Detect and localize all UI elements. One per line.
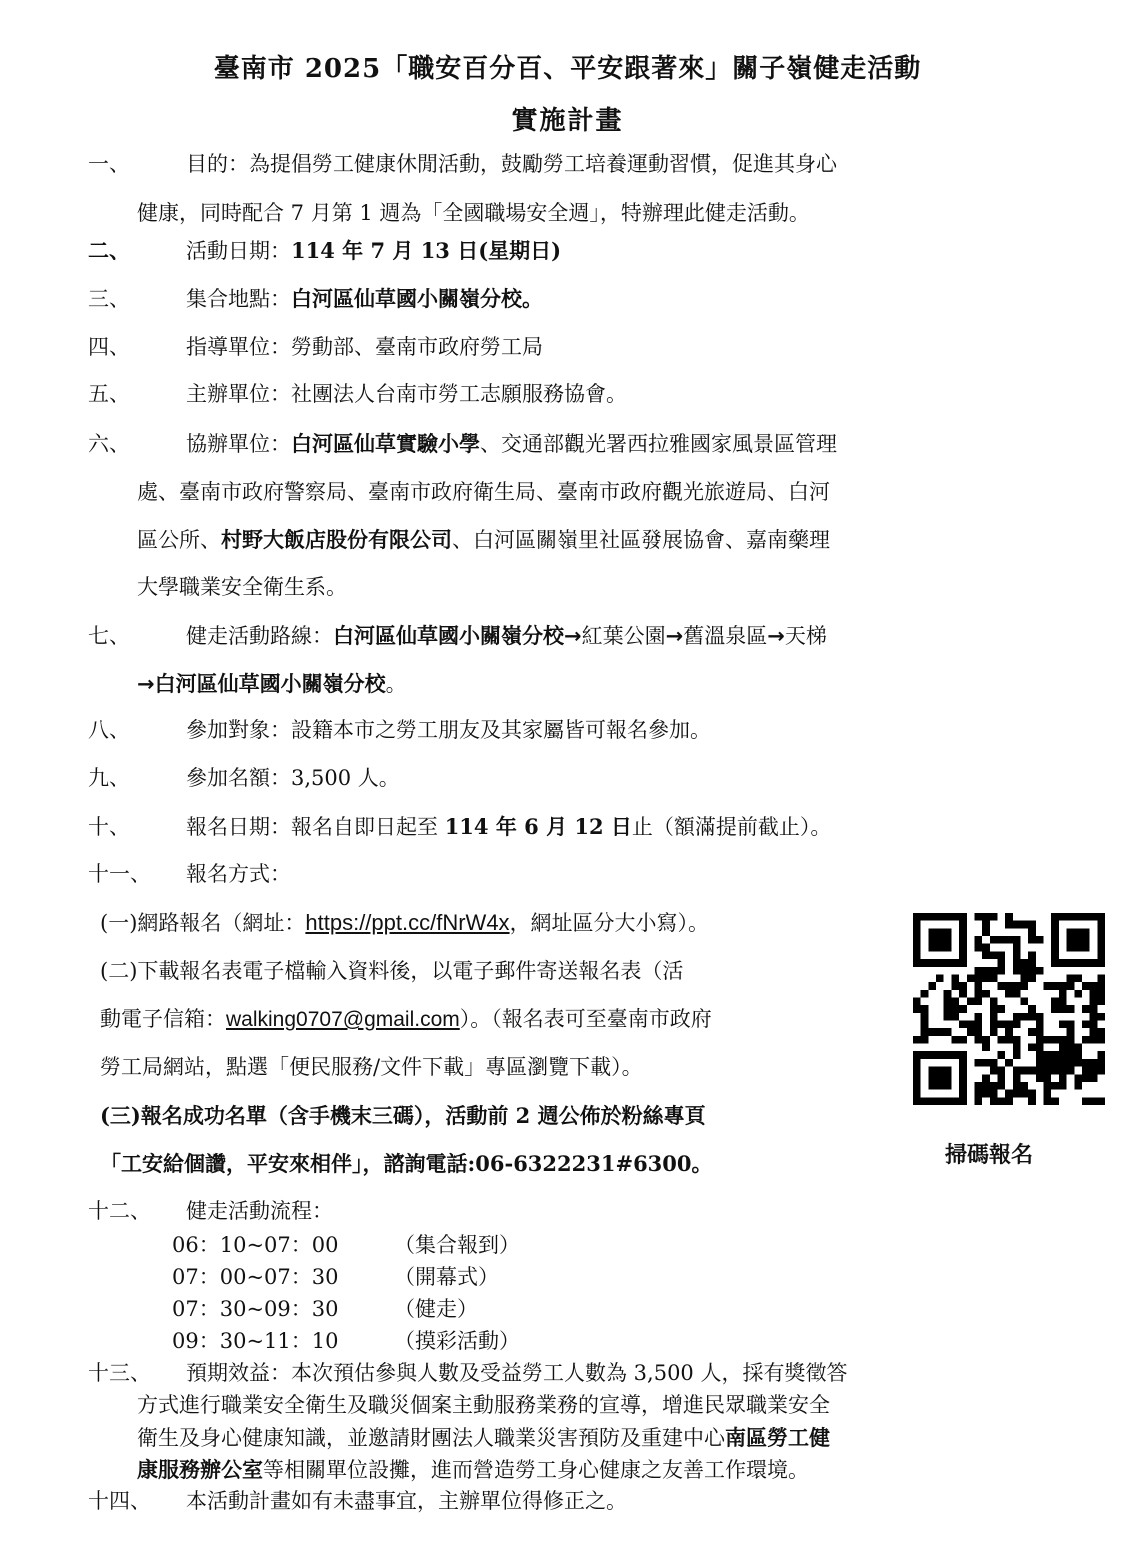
- section-number: 五、: [88, 382, 130, 406]
- location-label: 集合地點：: [186, 287, 291, 311]
- benefits-line2: 方式進行職業安全衛生及職災個案主動服務業務的宣導，增進民眾職業安全: [137, 1393, 830, 1417]
- document-title: 臺南市 2025「職安百分百、平安跟著來」關子嶺健走活動: [213, 54, 922, 84]
- email-registration-pre: 動電子信箱：: [100, 1007, 226, 1031]
- email-registration-line2: [100, 1007, 900, 1032]
- route-stop1: 紅葉公園: [581, 624, 666, 648]
- success-list-line1: (三)報名成功名單（含手機末三碼），活動前 2 週公佈於粉絲專頁: [100, 1103, 706, 1128]
- route-end-punct: 。: [385, 672, 407, 696]
- online-registration-pre: (一)網路報名（網址：: [100, 911, 306, 935]
- email-link[interactable]: walking0707@gmail.com: [226, 1008, 460, 1031]
- section-route: [88, 623, 1058, 649]
- section-purpose: [88, 152, 1058, 177]
- online-registration: [100, 910, 900, 936]
- registration-date-pre: 報名日期：報名自即日起至: [186, 815, 445, 839]
- section-number: 九、: [88, 766, 130, 790]
- section-number: 一、: [88, 152, 130, 176]
- email-registration-post: ）。（報名表可至臺南市政府: [459, 1007, 712, 1031]
- route-stop2: 舊溫泉區: [683, 624, 768, 648]
- co-organizer-line3: [137, 527, 1057, 553]
- schedule-label: 健走活動流程：: [186, 1199, 333, 1223]
- participants-text: 參加對象：設籍本市之勞工朋友及其家屬皆可報名參加。: [186, 718, 711, 742]
- schedule-row: [172, 1297, 478, 1321]
- route-line2: [137, 671, 1057, 697]
- schedule-row: [172, 1233, 520, 1257]
- guidance-text: 指導單位：勞動部、臺南市政府勞工局: [186, 335, 543, 359]
- section-number: 十三、: [88, 1361, 151, 1385]
- qr-code-label: 掃碼報名: [945, 1143, 1034, 1168]
- section-number: 十一、: [88, 862, 151, 886]
- online-registration-post: ，網址區分大小寫）。: [509, 911, 710, 935]
- section-number: 七、: [88, 624, 130, 648]
- section-guidance: [88, 335, 1058, 360]
- date-label: 活動日期：: [186, 239, 291, 263]
- schedule-time: 07：00~07：30: [172, 1265, 339, 1289]
- purpose-line2: 健康，同時配合 7 月第 1 週為「全國職場安全週」，特辦理此健走活動。: [137, 201, 810, 225]
- email-registration-line1: (二)下載報名表電子檔輸入資料後，以電子郵件寄送報名表（活: [100, 959, 684, 983]
- section-number: 十二、: [88, 1199, 151, 1223]
- section-number: 八、: [88, 718, 130, 742]
- registration-url-link[interactable]: https://ppt.cc/fNrW4x: [305, 910, 510, 935]
- section-number: 四、: [88, 335, 130, 359]
- schedule-time: 09：30~11：10: [172, 1329, 339, 1353]
- arrow-icon: →: [564, 624, 582, 648]
- section-co-organizer: [88, 431, 1058, 457]
- section-registration-date: [88, 814, 1058, 840]
- co-organizer-rest1: 、交通部觀光署西拉雅國家風景區管理: [480, 432, 837, 456]
- registration-date-post: 止（額滿提前截止）。: [631, 815, 832, 839]
- schedule-desc: （集合報到）: [394, 1233, 520, 1257]
- benefits-line3: [137, 1425, 1057, 1451]
- section-number: 二、: [88, 238, 130, 263]
- registration-deadline: 114 年 6 月 12 日: [444, 814, 632, 839]
- section-number: 十四、: [88, 1489, 151, 1513]
- section-quota: [88, 766, 1058, 791]
- benefits-line3-bold: 南區勞工健: [725, 1425, 830, 1450]
- section-participants: [88, 718, 1058, 743]
- benefits-line3-pre: 衛生及身心健康知識，並邀請財團法人職業災害預防及重建中心: [137, 1426, 725, 1450]
- co-organizer-bold1: 白河區仙草實驗小學: [291, 431, 480, 456]
- arrow-icon: →: [767, 624, 785, 648]
- schedule-desc: （開幕式）: [394, 1265, 499, 1289]
- section-number: 十、: [88, 815, 130, 839]
- benefits-line4: [137, 1457, 1057, 1483]
- co-organizer-line2: 處、臺南市政府警察局、臺南市政府衛生局、臺南市政府觀光旅遊局、白河: [137, 480, 830, 504]
- section-schedule: [88, 1199, 1058, 1224]
- schedule-row: [172, 1265, 499, 1289]
- section-benefits: [88, 1361, 1058, 1386]
- quota-text: 參加名額：3,500 人。: [186, 766, 400, 790]
- arrow-icon: →: [665, 624, 684, 648]
- section-number: 三、: [88, 287, 130, 311]
- registration-method-label: 報名方式：: [186, 862, 291, 886]
- co-organizer-line3-bold: 村野大飯店股份有限公司: [221, 527, 452, 552]
- co-organizer-line4: 大學職業安全衛生系。: [137, 575, 347, 599]
- benefits-line1: 預期效益：本次預估參與人數及受益勞工人數為 3,500 人，採有獎徵答: [186, 1361, 848, 1385]
- schedule-time: 06：10~07：00: [172, 1233, 339, 1257]
- success-list-line2: 「工安給個讚，平安來相伴」，諮詢電話:06-6322231#6300。: [100, 1151, 713, 1176]
- benefits-line4-bold: 康服務辦公室: [137, 1457, 263, 1482]
- location-value: 白河區仙草國小關嶺分校。: [291, 286, 543, 311]
- amendment-text: 本活動計畫如有未盡事宜，主辦單位得修正之。: [186, 1489, 627, 1513]
- section-amendment: [88, 1489, 1058, 1514]
- co-organizer-line3-pre: 區公所、: [137, 528, 221, 552]
- purpose-line1: 目的：為提倡勞工健康休閒活動，鼓勵勞工培養運動習慣，促進其身心: [186, 152, 837, 176]
- schedule-desc: （健走）: [394, 1297, 478, 1321]
- section-location: [88, 286, 1058, 312]
- route-start: 白河區仙草國小關嶺分校: [333, 623, 564, 648]
- route-stop3: 天梯: [784, 624, 827, 648]
- section-date: [88, 238, 1058, 264]
- route-end: 白河區仙草國小關嶺分校: [154, 671, 386, 696]
- co-organizer-label: 協辦單位：: [186, 432, 291, 456]
- schedule-row: [172, 1329, 520, 1353]
- schedule-desc: （摸彩活動）: [394, 1329, 520, 1353]
- co-organizer-line3-post: 、白河區關嶺里社區發展協會、嘉南藥理: [452, 528, 830, 552]
- section-organizer: [88, 382, 1058, 407]
- arrow-icon: →: [137, 672, 155, 696]
- organizer-text: 主辦單位：社團法人台南市勞工志願服務協會。: [186, 382, 627, 406]
- email-registration-line3: 勞工局網站，點選「便民服務/文件下載」專區瀏覽下載）。: [100, 1055, 643, 1079]
- section-registration-method: [88, 862, 1058, 887]
- document-subtitle: 實施計畫: [511, 106, 624, 136]
- qr-code-icon[interactable]: [913, 913, 1105, 1105]
- section-number: 六、: [88, 432, 130, 456]
- benefits-line4-post: 等相關單位設攤，進而營造勞工身心健康之友善工作環境。: [263, 1458, 809, 1482]
- date-value: 114 年 7 月 13 日(星期日): [291, 238, 562, 263]
- route-label: 健走活動路線：: [186, 624, 333, 648]
- schedule-time: 07：30~09：30: [172, 1297, 339, 1321]
